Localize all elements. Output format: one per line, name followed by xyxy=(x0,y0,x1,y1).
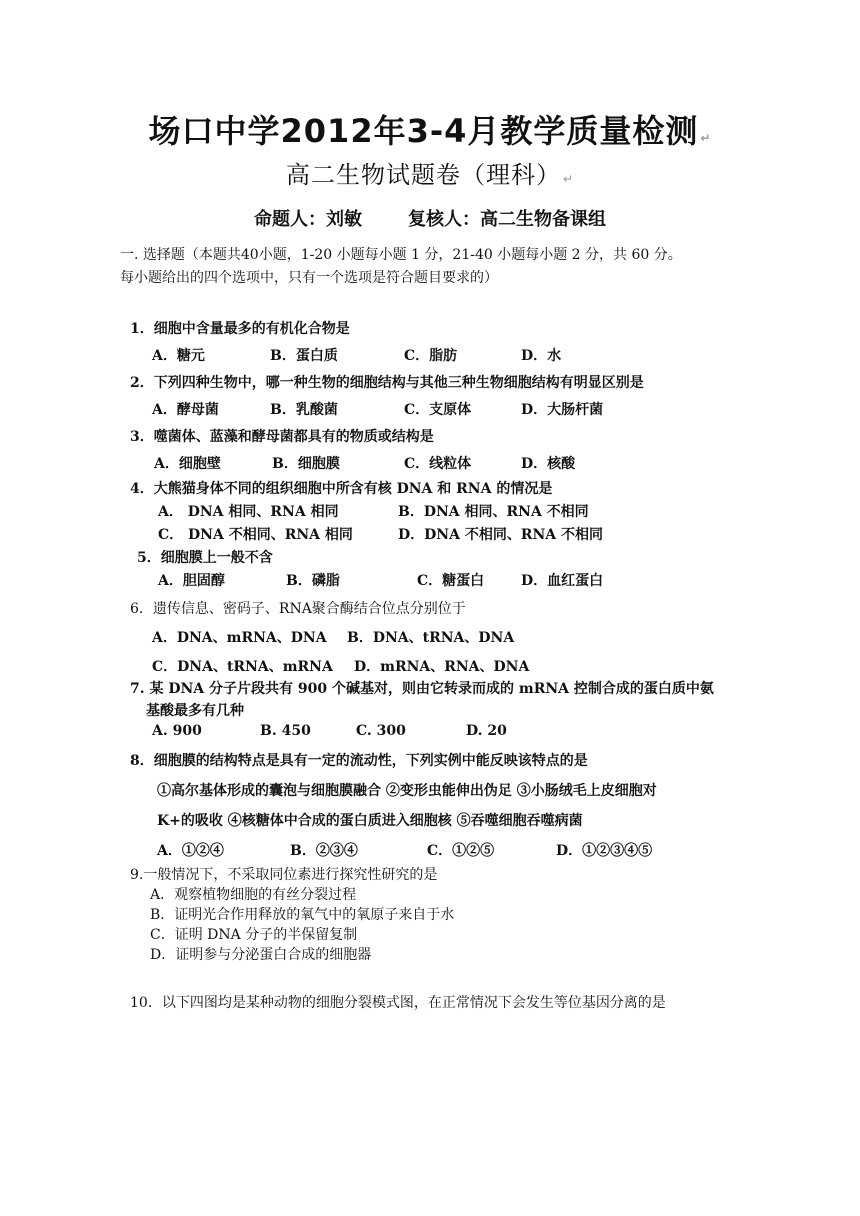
question-7-option-a: A. 900 xyxy=(152,723,202,739)
question-9-stem: 9.一般情况下，不采取同位素进行探究性研究的是 xyxy=(130,867,438,883)
authors-line xyxy=(0,205,860,231)
question-3-option-a: A．细胞壁 xyxy=(154,456,221,472)
question-3-option-b: B．细胞膜 xyxy=(272,456,340,472)
question-2-stem: 2．下列四种生物中，哪一种生物的细胞结构与其他三种生物细胞结构有明显区别是 xyxy=(130,375,644,391)
question-7-option-d: D. 20 xyxy=(466,723,507,739)
question-7-stem-line-1: 7. 某 DNA 分子片段共有 900 个碱基对，则由它转录而成的 mRNA 控制合成的蛋白质中氨 xyxy=(130,681,714,697)
question-1-option-a: A．糖元 xyxy=(152,348,205,364)
section-instruction-1: 一. 选择题（本题共40小题，1-20 小题每小题 1 分，21-40 小题每小题 2 分，共 60 分。 xyxy=(120,247,682,263)
question-2-option-d: D．大肠杆菌 xyxy=(521,402,604,418)
question-2-option-c: C．支原体 xyxy=(404,402,472,418)
question-3-stem: 3．噬菌体、蓝藻和酵母菌都具有的物质或结构是 xyxy=(130,429,434,445)
question-6-stem: 6．遗传信息、密码子、RNA聚合酶结合位点分别位于 xyxy=(130,601,466,617)
question-8-option-c: C．①②⑤ xyxy=(427,843,495,859)
question-8-option-b: B．②③④ xyxy=(290,843,358,859)
question-6-option-a: A．DNA、mRNA、DNA xyxy=(152,630,327,646)
question-2-option-b: B．乳酸菌 xyxy=(270,402,338,418)
question-1-option-b: B．蛋白质 xyxy=(270,348,338,364)
question-5-stem: 5．细胞膜上一般不含 xyxy=(137,550,273,566)
question-9-option-d: D．证明参与分泌蛋白合成的细胞器 xyxy=(150,947,372,963)
exam-subtitle: 高二生物试题卷（理科） ↵ xyxy=(285,161,575,189)
question-5-option-d: D．血红蛋白 xyxy=(521,573,604,589)
question-6-option-d: D．mRNA、RNA、DNA xyxy=(354,659,530,675)
question-8-item-line-1: ①高尔基体形成的囊泡与细胞膜融合 ②变形虫能伸出伪足 ③小肠绒毛上皮细胞对 xyxy=(157,783,657,799)
question-8-option-d: D．①②③④⑤ xyxy=(556,843,653,859)
question-9-option-a: A．观察植物细胞的有丝分裂过程 xyxy=(150,887,357,903)
question-9-option-b: B．证明光合作用释放的氧气中的氧原子来自于水 xyxy=(150,907,455,923)
return-mark-icon: ↵ xyxy=(562,172,575,186)
question-7-option-c: C. 300 xyxy=(356,723,406,739)
question-10-stem: 10．以下四图均是某种动物的细胞分裂模式图，在正常情况下会发生等位基因分离的是 xyxy=(130,995,666,1011)
return-mark-icon: ↵ xyxy=(700,131,712,145)
question-7-option-b: B. 450 xyxy=(260,723,311,739)
question-4-option-d: D．DNA 不相同、RNA 不相同 xyxy=(398,527,603,543)
question-5-option-c: C．糖蛋白 xyxy=(417,573,485,589)
question-8-stem: 8．细胞膜的结构特点是具有一定的流动性，下列实例中能反映该特点的是 xyxy=(130,753,588,769)
question-4-option-b: B．DNA 相同、RNA 不相同 xyxy=(398,504,589,520)
question-1-stem: 1．细胞中含量最多的有机化合物是 xyxy=(130,321,350,337)
question-7-stem-line-2: 基酸最多有几种 xyxy=(146,703,244,719)
question-2-option-a: A．酵母菌 xyxy=(152,402,219,418)
question-6-option-c: C．DNA、tRNA、mRNA xyxy=(152,659,333,675)
question-3-option-d: D．核酸 xyxy=(521,456,576,472)
question-8-item-line-2: K+的吸收 ④核糖体中合成的蛋白质进入细胞核 ⑤吞噬细胞吞噬病菌 xyxy=(157,813,583,829)
question-8-option-a: A．①②④ xyxy=(157,843,224,859)
question-4-option-c: C． DNA 不相同、RNA 相同 xyxy=(158,527,353,543)
question-5-option-b: B．磷脂 xyxy=(286,573,340,589)
question-1-option-c: C．脂肪 xyxy=(404,348,458,364)
section-instruction-2: 每小题给出的四个选项中，只有一个选项是符合题目要求的） xyxy=(120,270,498,286)
question-3-option-c: C．线粒体 xyxy=(404,456,472,472)
question-4-option-a: A． DNA 相同、RNA 相同 xyxy=(158,504,339,520)
exam-title: 场口中学2012年3-4月教学质量检测 ↵ xyxy=(148,112,712,150)
author-label: 命题人：刘敏 xyxy=(254,209,362,230)
reviewer-label: 复核人：高二生物备课组 xyxy=(408,209,606,230)
question-5-option-a: A．胆固醇 xyxy=(158,573,225,589)
question-4-stem: 4．大熊猫身体不同的组织细胞中所含有核 DNA 和 RNA 的情况是 xyxy=(130,481,553,497)
question-1-option-d: D．水 xyxy=(521,348,562,364)
question-9-option-c: C．证明 DNA 分子的半保留复制 xyxy=(150,927,358,943)
question-6-option-b: B．DNA、tRNA、DNA xyxy=(347,630,515,646)
